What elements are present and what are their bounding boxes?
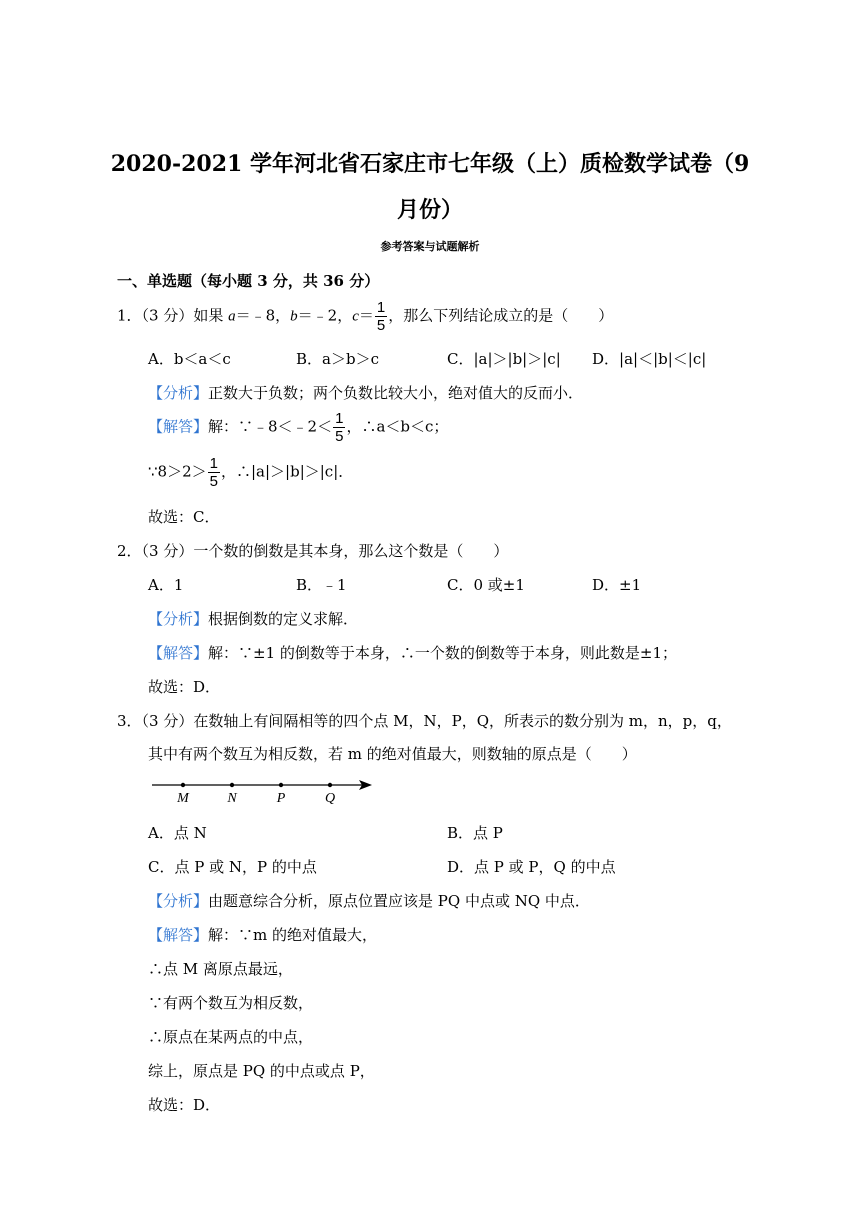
q2-option-c: C．0 或±1: [447, 576, 525, 594]
point-n-label: N: [227, 791, 237, 806]
q1-analysis: 【分析】正数大于负数；两个负数比较大小，绝对值大的反而小．: [148, 384, 584, 402]
q3-option-a: A．点 N: [148, 824, 207, 842]
q3-option-c: C．点 P 或 N，P 的中点: [148, 858, 317, 876]
number-line-figure: [150, 772, 375, 806]
q2-stem: 2．（3 分）一个数的倒数是其本身，那么这个数是（ ）: [117, 542, 509, 560]
q2-option-b: B．﹣1: [296, 576, 347, 594]
answer-tag: 【解答】: [148, 926, 209, 944]
analysis-tag: 【分析】: [148, 610, 209, 628]
point-q-label: Q: [324, 791, 336, 806]
analysis-tag: 【分析】: [148, 384, 209, 402]
q3-analysis: 【分析】由题意综合分析，原点位置应该是 PQ 中点或 NQ 中点．: [148, 892, 590, 910]
page-subtitle: 参考答案与试题解析: [380, 240, 480, 253]
q3-step-2: ∵有两个数互为相反数，: [148, 994, 314, 1012]
answer-tag: 【解答】: [148, 417, 209, 436]
analysis-tag: 【分析】: [148, 892, 209, 910]
q1-option-a: A．b＜a＜c: [148, 350, 231, 368]
q3-step-3: ∴原点在某两点的中点，: [148, 1028, 314, 1046]
q2-answer: 【解答】解：∵±1 的倒数等于本身，∴一个数的倒数等于本身，则此数是±1；: [148, 644, 678, 662]
q1-line2-fraction: $\frac{1}{5}$: [209, 455, 218, 490]
q1-answer-line2: ∵8＞2＞ $\frac{1}{5}$ ，∴|a|＞|b|＞|c|．: [148, 455, 354, 490]
q2-option-d: D．±1: [592, 576, 642, 594]
q1-option-b: B．a＞b＞c: [296, 350, 379, 368]
q3-stem-line2: 其中有两个数互为相反数，若 m 的绝对值最大，则数轴的原点是（ ）: [148, 745, 637, 763]
point-p-label: P: [276, 791, 286, 806]
q1-fraction: $\frac{1}{5}$: [376, 299, 386, 334]
q1-stem: 1．（3 分）如果 a＝﹣8，b＝﹣2，c＝ $\frac{1}{5}$ ，那么下列结论成立的是（ ）: [117, 299, 614, 334]
section-heading: 一、单选题（每小题 3 分，共 36 分）: [117, 272, 380, 290]
point-p-dot: [279, 783, 283, 787]
q1-option-c: C．|a|＞|b|＞|c|: [447, 350, 561, 368]
point-m-label: M: [177, 791, 189, 806]
page-title-line2: 月份）: [396, 197, 463, 223]
point-n-dot: [230, 783, 234, 787]
q3-option-b: B．点 P: [447, 824, 503, 842]
point-q-dot: [328, 783, 332, 787]
q3-step-4: 综上，原点是 PQ 的中点或点 P，: [148, 1062, 375, 1080]
q2-analysis: 【分析】根据倒数的定义求解．: [148, 610, 359, 628]
point-m-dot: [181, 783, 185, 787]
answer-tag: 【解答】: [148, 644, 209, 662]
q3-stem-line1: 3．（3 分）在数轴上有间隔相等的四个点 M，N，P，Q，所表示的数分别为 m，n，p，q，: [117, 712, 732, 730]
page-title-line1: 2020-2021 学年河北省石家庄市七年级（上）质检数学试卷（9: [110, 151, 750, 177]
q2-option-a: A．1: [148, 576, 184, 594]
q1-option-d: D．|a|＜|b|＜|c|: [592, 350, 707, 368]
q3-step-1: ∴点 M 离原点最远，: [148, 960, 293, 978]
q1-answer: 【解答】解：∵﹣8＜﹣2＜ $\frac{1}{5}$ ，∴a＜b＜c；: [148, 410, 449, 445]
q3-answer: 【解答】解：∵m 的绝对值最大，: [148, 926, 378, 944]
q1-choice: 故选：C．: [148, 508, 220, 526]
q3-choice: 故选：D．: [148, 1096, 221, 1114]
q3-option-d: D．点 P 或 P，Q 的中点: [447, 858, 616, 876]
q2-choice: 故选：D．: [148, 678, 221, 696]
q1-answer-fraction: $\frac{1}{5}$: [335, 410, 344, 445]
